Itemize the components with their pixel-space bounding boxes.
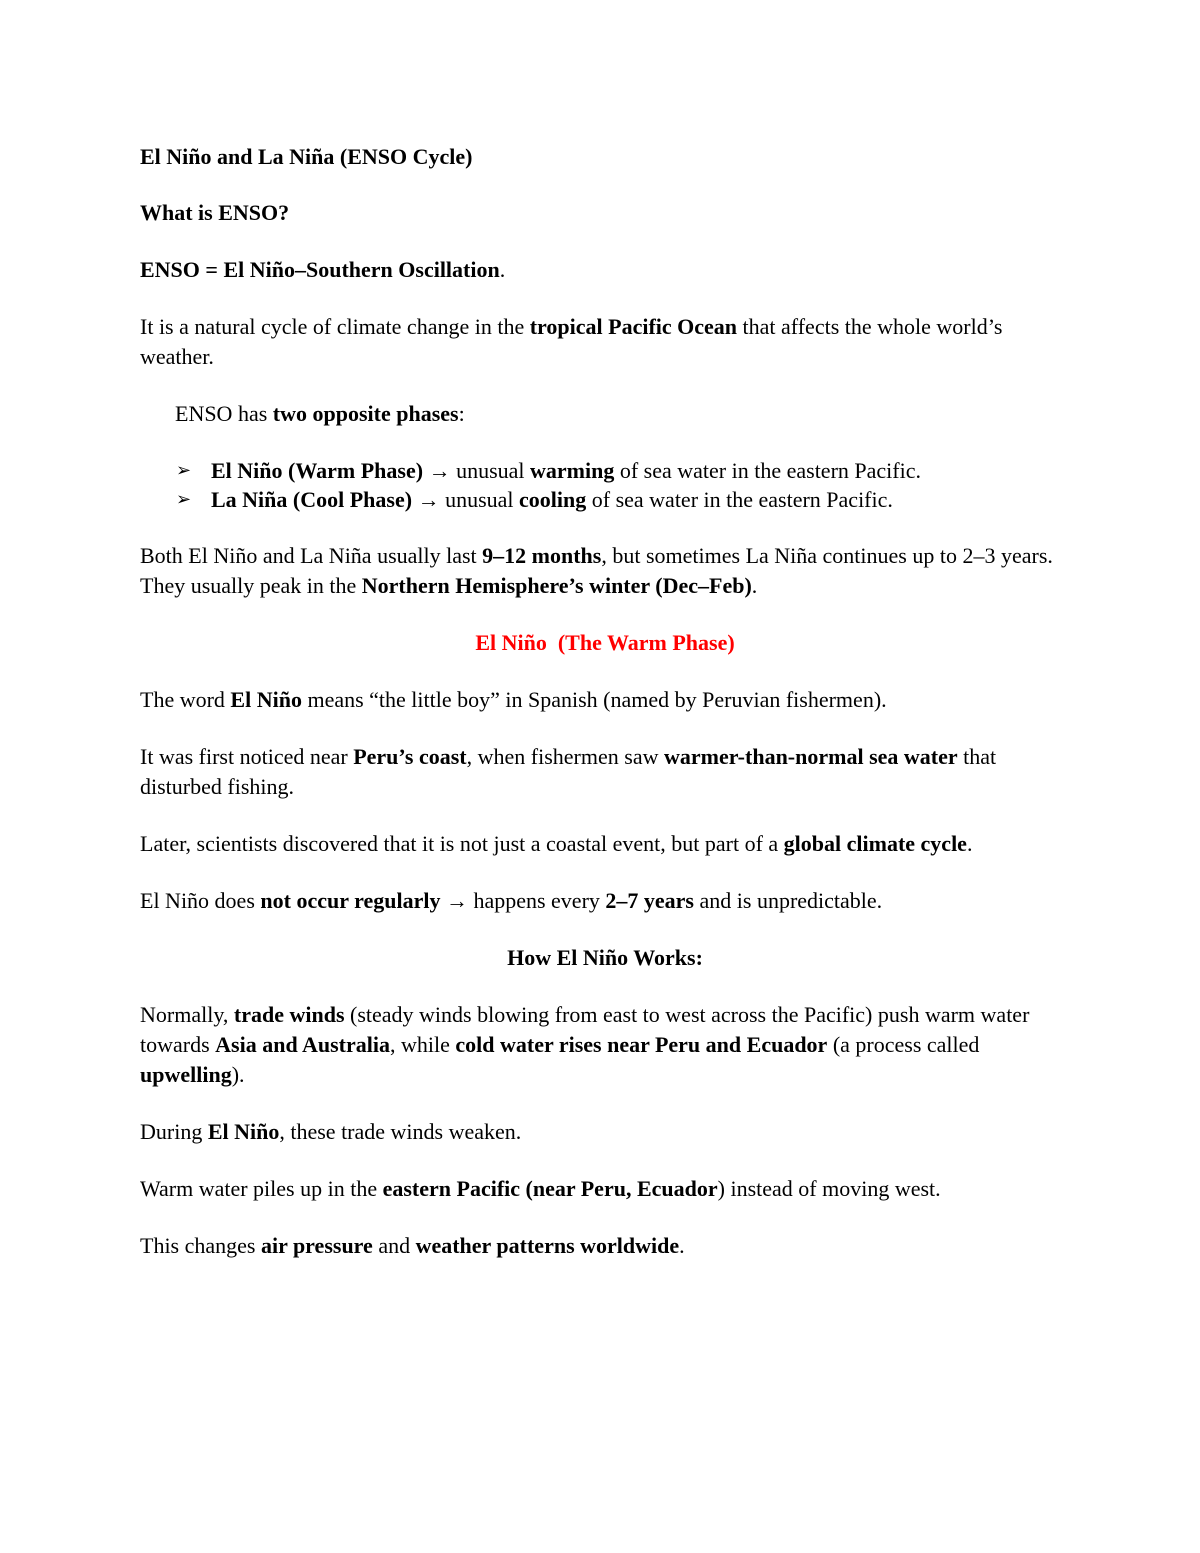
- warm-water-paragraph: Warm water piles up in the eastern Pacific (near Peru, Ecuador) instead of moving west.: [140, 1176, 941, 1201]
- arrow-bullet-icon: ➢: [176, 460, 192, 480]
- changes-paragraph: This changes air pressure and weather patterns worldwide.: [140, 1233, 685, 1258]
- phases-list: [140, 456, 1070, 514]
- arrow-bullet-icon: ➢: [176, 489, 192, 509]
- word-meaning-paragraph: The word El Niño means “the little boy” in Spanish (named by Peruvian fishermen).: [140, 687, 887, 712]
- enso-intro: It is a natural cycle of climate change in the tropical Pacific Ocean that affects the whole world’s weather.: [140, 314, 1003, 369]
- duration-paragraph: Both El Niño and La Niña usually last 9–12 months, but sometimes La Niña continues up to 2–3 years. They usually peak in the Northern Hemisphere’s winter (Dec–Feb).: [140, 543, 1053, 598]
- list-item: ➢ La Niña (Cool Phase) → unusual cooling of sea water in the eastern Pacific.: [176, 487, 893, 512]
- irregular-paragraph: El Niño does not occur regularly → happens every 2–7 years and is unpredictable.: [140, 888, 883, 913]
- scientists-paragraph: Later, scientists discovered that it is not just a coastal event, but part of a global climate cycle.: [140, 831, 973, 856]
- first-noticed-paragraph: It was first noticed near Peru’s coast, when fishermen saw warmer-than-normal sea water that disturbed fishing.: [140, 744, 997, 799]
- list-item: ➢ El Niño (Warm Phase) → unusual warming of sea water in the eastern Pacific.: [176, 458, 921, 483]
- normally-paragraph: Normally, trade winds (steady winds blowing from east to west across the Pacific) push warm water towards Asia and Australia, while cold water rises near Peru and Ecuador (a process called upwelling).: [140, 1002, 1030, 1087]
- phases-intro: ENSO has two opposite phases:: [175, 401, 465, 426]
- enso-definition: ENSO = El Niño–Southern Oscillation.: [140, 257, 506, 282]
- document-page: [140, 142, 1070, 1288]
- during-paragraph: During El Niño, these trade winds weaken.: [140, 1119, 522, 1144]
- how-el-nino-works-heading: How El Niño Works:: [507, 945, 703, 970]
- what-is-enso-heading: What is ENSO?: [140, 200, 290, 225]
- document-title: El Niño and La Niña (ENSO Cycle): [140, 144, 473, 169]
- el-nino-section-heading: El Niño (The Warm Phase): [475, 630, 735, 655]
